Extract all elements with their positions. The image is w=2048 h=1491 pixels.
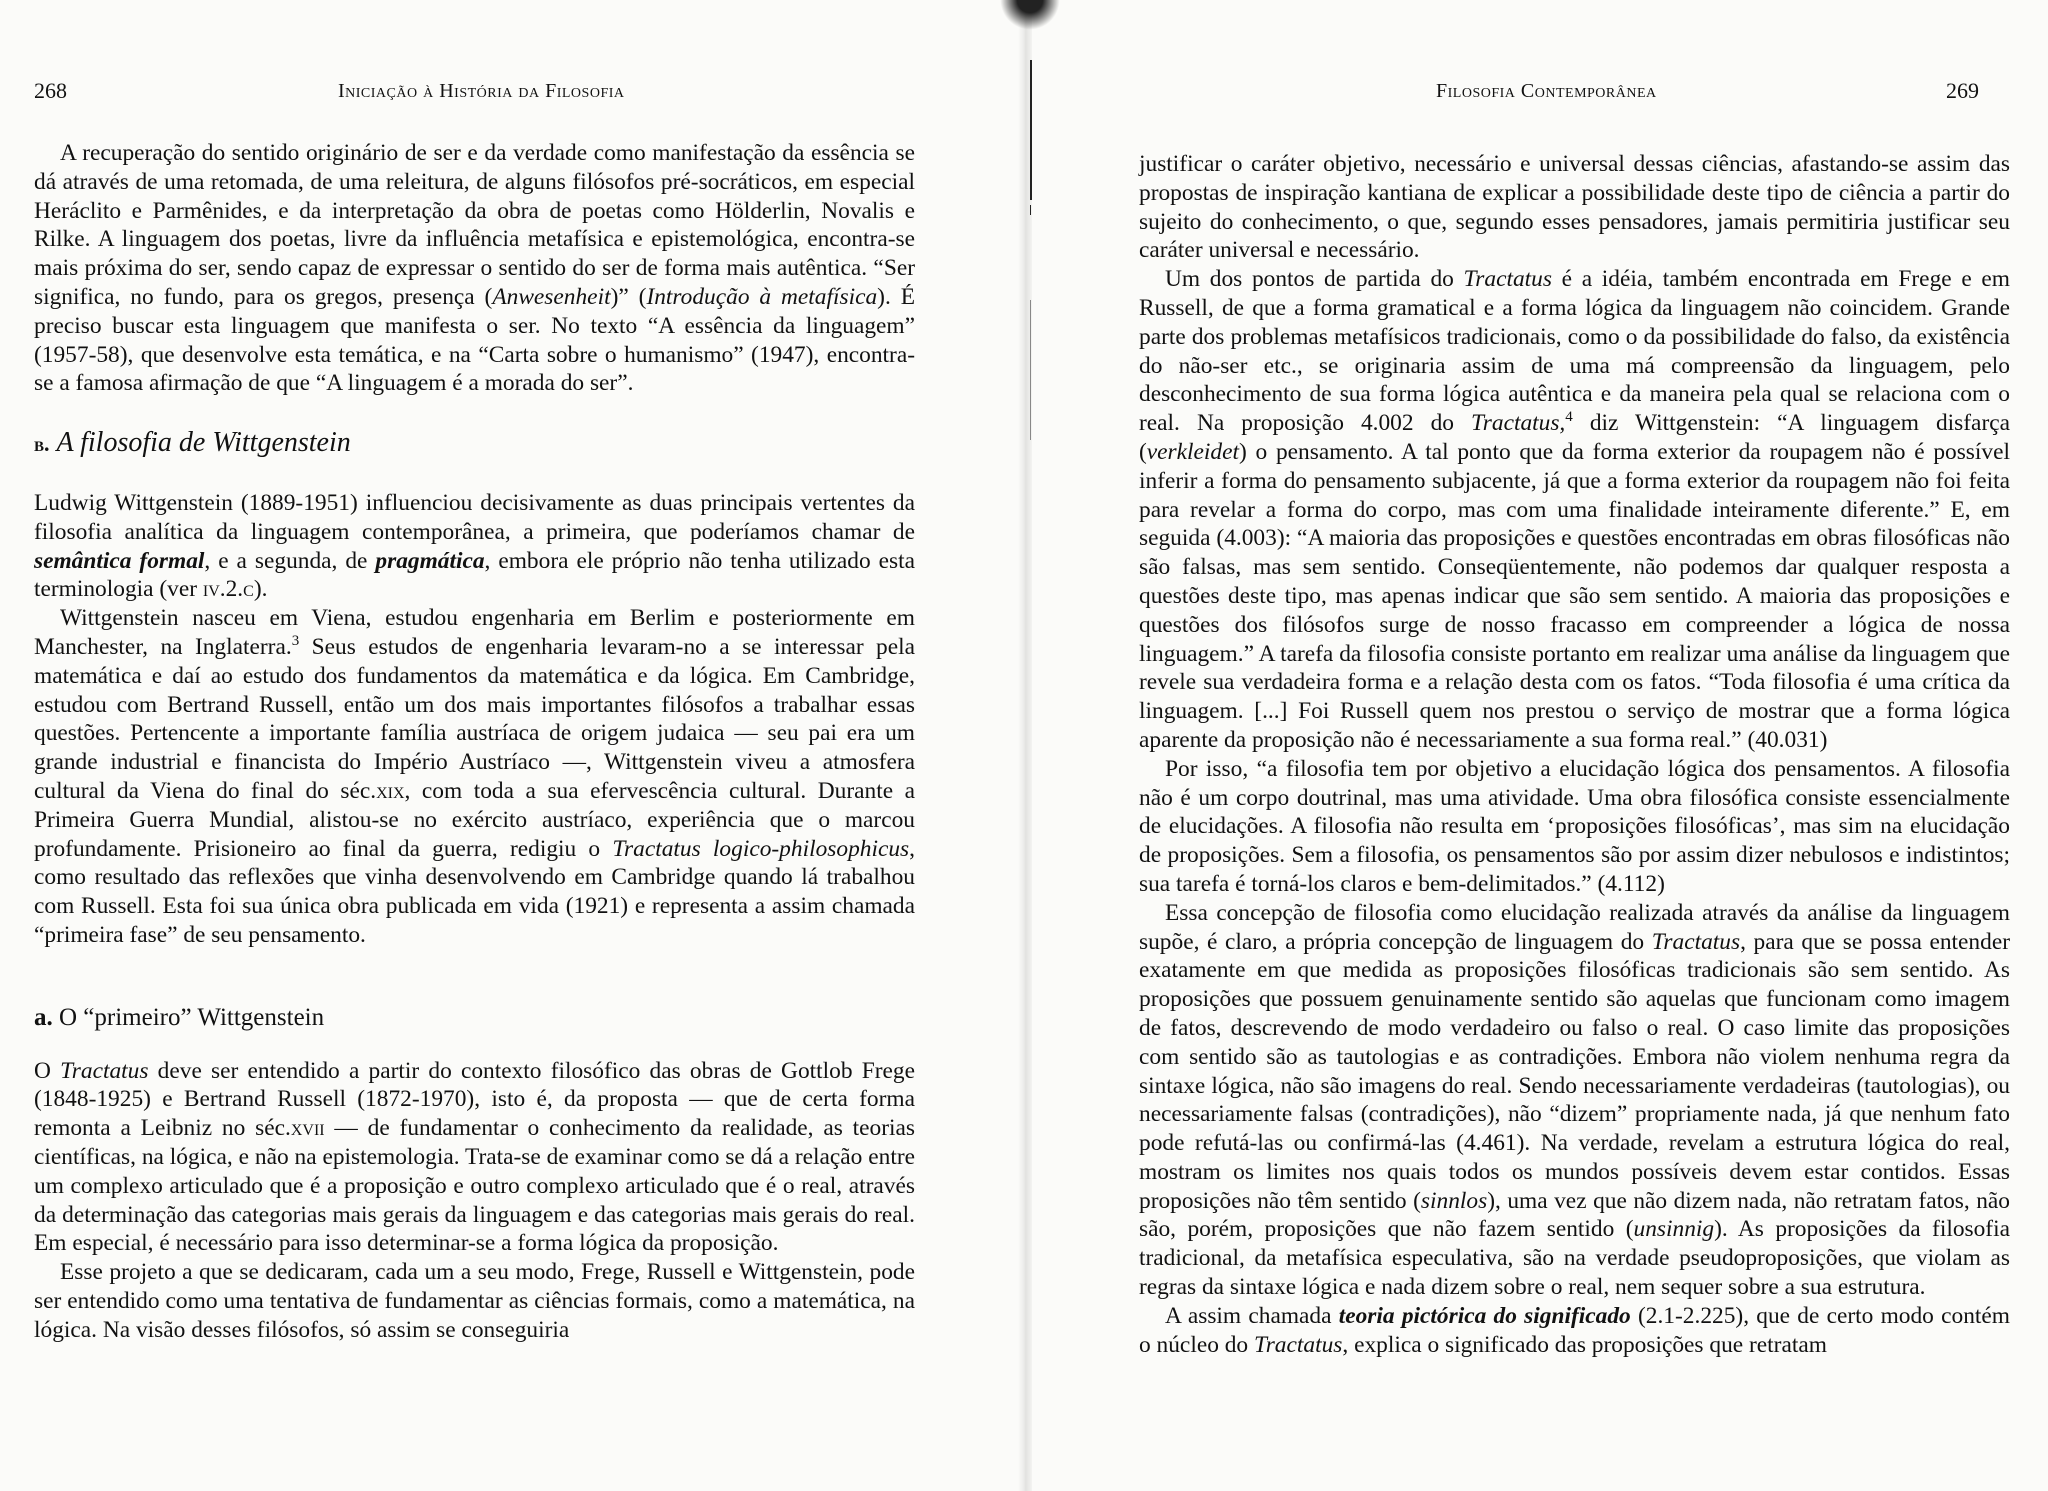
right-page-body	[1139, 150, 2010, 1359]
page-number: 269	[1946, 78, 1979, 103]
subsection-heading: a. O “primeiro” Wittgenstein	[34, 1003, 325, 1031]
section-heading: b. A filosofia de Wittgenstein	[34, 427, 351, 459]
paragraph: O Tractatus deve ser entendido a partir do contexto filosófico das obras de Gottlob Frege (1848-1925) e Bertrand Russell (1872-1970), isto é, da proposta — que de certa forma remonta a Leibniz no séc.xvii — de fundamentar o conhecimento da realidade, as teorias científicas, na lógica, e não na epistemologia. Trata-se de examinar como se dá a relação entre um complexo articulado que é a proposição e outro complexo articulado que é o real, através da determinação das categorias mais gerais da linguagem e das categorias mais gerais do real. Em especial, é necessário para isso determinar-se a forma lógica da proposição.	[34, 1057, 915, 1257]
paragraph: justificar o caráter objetivo, necessário e universal dessas ciências, afastando-se assim das propostas de inspiração kantiana de explicar a possibilidade deste tipo de ciência a partir do sujeito do conhecimento, o que, segundo esses pensadores, jamais permitiria justificar seu caráter universal e necessário.	[1139, 151, 2010, 264]
page-number: 268	[34, 78, 67, 103]
paragraph: A recuperação do sentido originário de ser e da verdade como manifestação da essência se dá através de uma retomada, de uma releitura, de alguns filósofos pré-socráticos, em especial Heráclito e Parmênides, e da interpretação da obra de poetas como Hölderlin, Novalis e Rilke. A linguagem dos poetas, livre da influência metafísica e epistemológica, encontra-se mais próxima do ser, sendo capaz de expressar o sentido do ser de forma mais autêntica. “Ser significa, no fundo, para os gregos, presença (Anwesenheit)” (Introdução à metafísica). É preciso buscar esta linguagem que manifesta o ser. No texto “A essência da linguagem” (1957-58), que desenvolve esta temática, e na “Carta sobre o humanismo” (1947), encontra-se a famosa afirmação de que “A linguagem é a morada do ser”.	[34, 140, 915, 397]
left-page-body	[34, 139, 915, 1344]
paragraph: Ludwig Wittgenstein (1889-1951) influenciou decisivamente as duas principais vertentes da filosofia analítica da linguagem contemporânea, a primeira, que poderíamos chamar de semântica formal, e a segunda, de pragmática, embora ele próprio não tenha utilizado esta terminologia (ver iv.2.c).	[34, 489, 915, 603]
paragraph: Esse projeto a que se dedicaram, cada um a seu modo, Frege, Russell e Wittgenstein, pode ser entendido como uma tentativa de fundamentar as ciências formais, como a matemática, na lógica. Na visão desses filósofos, só assim se conseguiria	[34, 1259, 915, 1343]
paragraph: A assim chamada teoria pictórica do significado (2.1-2.225), que de certo modo contém o núcleo do Tractatus, explica o significado das proposições que retratam	[1139, 1302, 2010, 1358]
running-head: Iniciação à História da Filosofia	[338, 80, 625, 102]
footnote-marker: 4	[1565, 409, 1573, 426]
paragraph: Um dos pontos de partida do Tractatus é a idéia, também encontrada em Frege e em Russell, de que a forma gramatical e a forma lógica da linguagem não coincidem. Grande parte dos problemas metafísicos tradicionais, como o da possibilidade do falso, da existência do não-ser etc., se originaria assim de uma má compreensão da linguagem, pelo desconhecimento de sua forma lógica autêntica e da maneira pela qual se relaciona com o real. Na proposição 4.002 do Tractatus,$^4$ diz Wittgenstein: “A linguagem disfarça (verkleidet) o pensamento. A tal ponto que da forma exterior da roupagem não é possível inferir a forma do pensamento subjacente, já que a forma exterior da roupagem não foi feita para revelar a forma do corpo, mas com uma finalidade inteiramente diferente.” E, em seguida (4.003): “A maioria das proposições e questões encontradas em obras filosóficas não são falsas, mas sem sentido. Conseqüentemente, não podemos dar qualquer resposta a questões deste tipo, mas apenas indicar que são sem sentido. A maioria das proposições e questões dos filósofos surge de nosso fracasso em compreender a lógica de nossa linguagem.” A tarefa da filosofia consiste portanto em realizar uma análise da linguagem que revele sua verdadeira forma e a relação desta com os fatos. “Toda filosofia é uma crítica da linguagem. [...] Foi Russell quem nos prestou o serviço de mostrar que a forma lógica aparente da proposição não é necessariamente a sua forma real.” (40.031)	[1139, 266, 2010, 753]
running-head: Filosofia Contemporânea	[1436, 80, 1657, 102]
paragraph: Essa concepção de filosofia como elucidação realizada através da análise da linguagem supõe, é claro, a própria concepção de linguagem do Tractatus, para que se possa entender exatamente em que medida as proposições filosóficas tradicionais são sem sentido. As proposições que possuem genuinamente sentido são aquelas que funcionam como imagem de fatos, descrevendo de modo verdadeiro ou falso o real. O caso limite das proposições com sentido são as tautologias e as contradições. Embora não violem nenhuma regra da sintaxe lógica, não são imagens do real. Sendo necessariamente verdadeiras (tautologias), ou necessariamente falsas (contradições), não “dizem” propriamente nada, já que nenhum fato pode refutá-las ou confirmá-las (4.461). Na verdade, revelam a estrutura lógica do real, mostram os limites nos quais todos os mundos possíveis devem estar contidos. Essas proposições não têm sentido (sinnlos), uma vez que não dizem nada, não retratam fatos, não são, porém, proposições que não fazem sentido (unsinnig). As proposições da filosofia tradicional, da metafísica especulativa, são na verdade pseudoproposições, que violam as regras da sintaxe lógica e nada dizem sobre o real, nem sequer sobre a sua estrutura.	[1139, 899, 2010, 1301]
right-page	[1024, 0, 2048, 1491]
paragraph: Por isso, “a filosofia tem por objetivo a elucidação lógica dos pensamentos. A filosofia não é um corpo doutrinal, mas uma atividade. Uma obra filosófica consiste essencialmente de elucidações. A filosofia não resulta em ‘proposições filosóficas’, mas sim na elucidação de proposições. Sem a filosofia, os pensamentos são por assim dizer nebulosos e indistintos; sua tarefa é torná-los claros e bem-delimitados.” (4.112)	[1139, 755, 2010, 897]
footnote-marker: 3	[291, 633, 300, 650]
paragraph: Wittgenstein nasceu em Viena, estudou engenharia em Berlim e posteriormente em Manchester, na Inglaterra.$^3$ Seus estudos de engenharia levaram-no a se interessar pela matemática e daí ao estudo dos fundamentos da matemática e da lógica. Em Cambridge, estudou com Bertrand Russell, então um dos mais importantes filósofos a trabalhar essas questões. Pertencente a importante família austríaca de origem judaica — seu pai era um grande industrial e financista do Império Austríaco —, Wittgenstein viveu a atmosfera cultural da Viena do final do séc.xix, com toda a sua efervescência cultural. Durante a Primeira Guerra Mundial, alistou-se no exército austríaco, experiência que o marcou profundamente. Prisioneiro ao final da guerra, redigiu o Tractatus logico-philosophicus, como resultado das reflexões que vinha desenvolvendo em Cambridge quando lá trabalhou com Russell. Esta foi sua única obra publicada em vida (1921) e representa a assim chamada “primeira fase” de seu pensamento.	[34, 605, 916, 948]
